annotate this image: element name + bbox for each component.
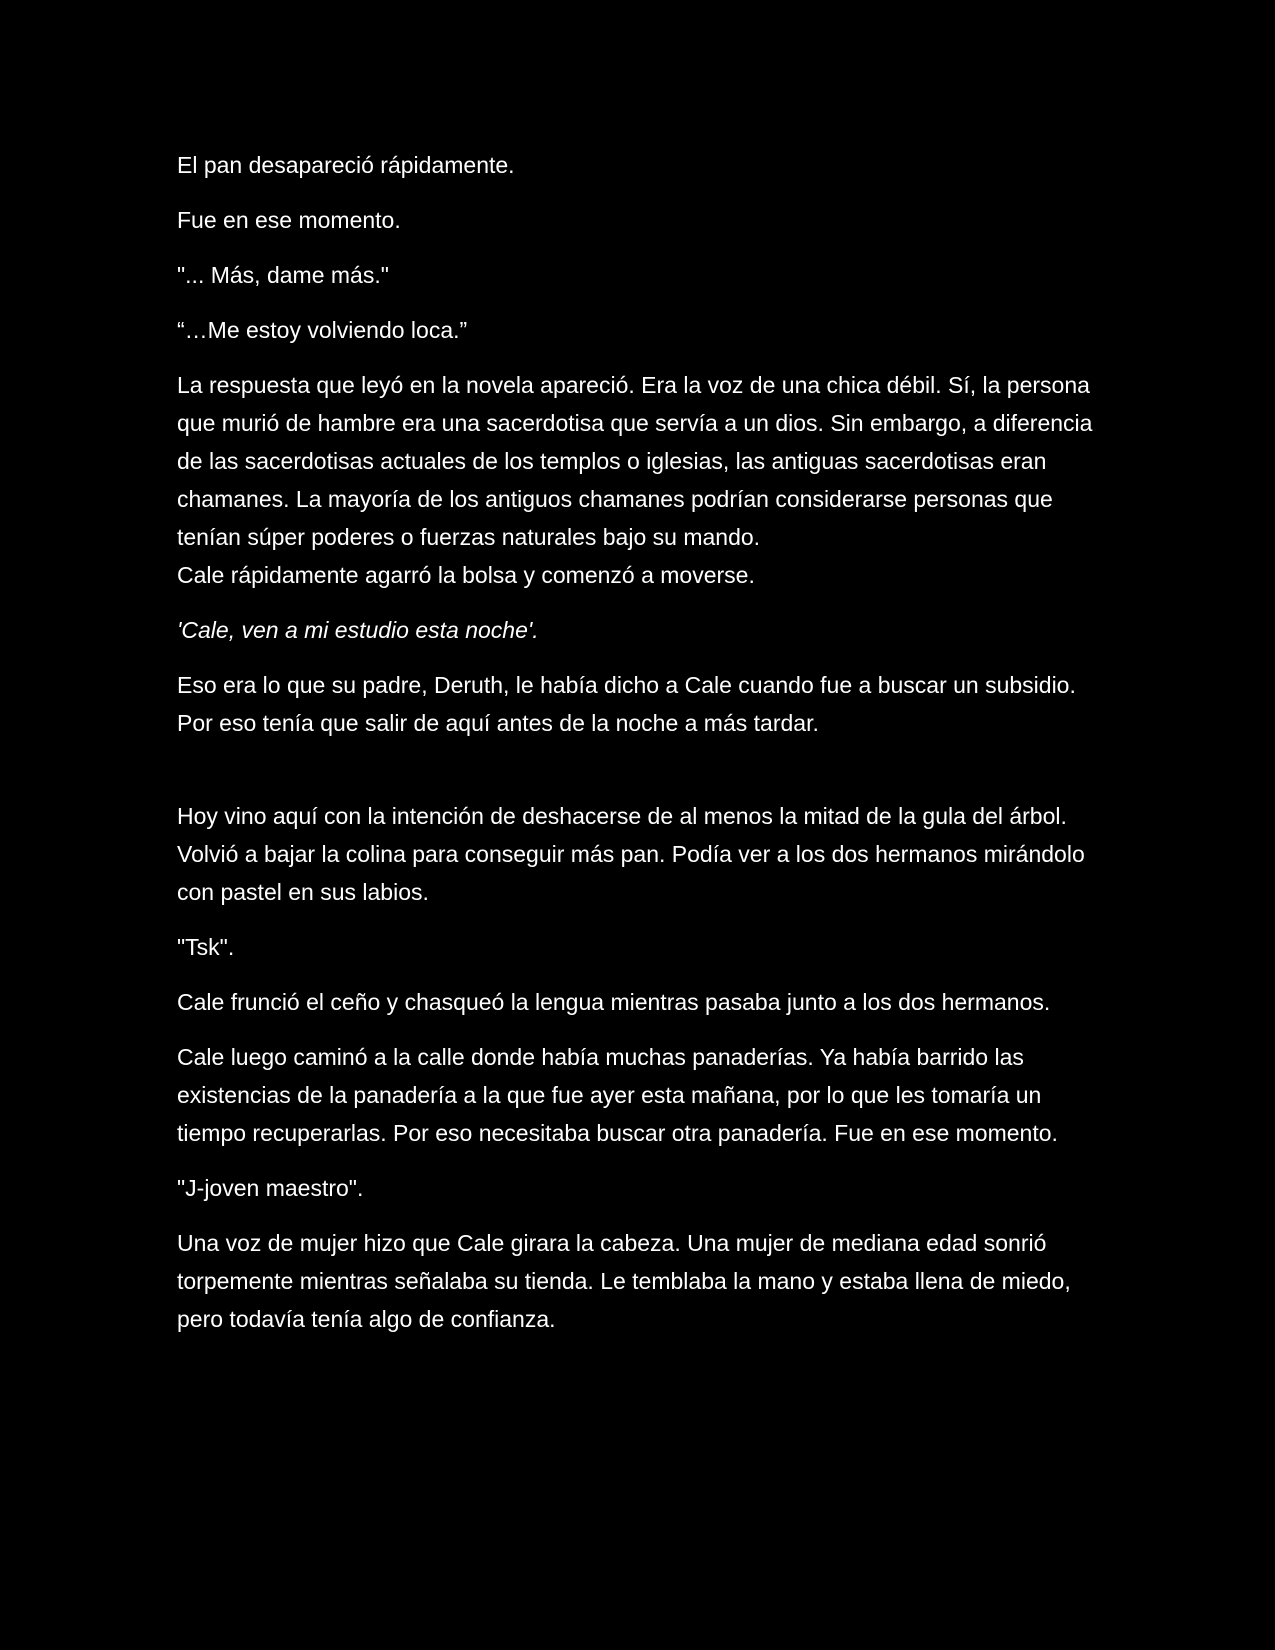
document-body <box>177 146 1107 1355</box>
paragraph-13: "J-joven maestro". <box>177 1175 364 1201</box>
paragraph-10: "Tsk". <box>177 934 235 960</box>
paragraph-14: Una voz de mujer hizo que Cale girara la cabeza. Una mujer de mediana edad sonrió torpemente mientras señalaba su tienda. Le temblaba la mano y estaba llena de miedo, pero todavía tenía algo de confianza. <box>177 1230 1071 1332</box>
paragraph-4: “…Me estoy volviendo loca.” <box>177 317 468 343</box>
paragraph-12: Cale luego caminó a la calle donde había muchas panaderías. Ya había barrido las existencias de la panadería a la que fue ayer esta mañana, por lo que les tomaría un tiempo recuperarlas. Por eso necesitaba buscar otra panadería. Fue en ese momento. <box>177 1044 1058 1146</box>
paragraph-3: "... Más, dame más." <box>177 262 389 288</box>
paragraph-11: Cale frunció el ceño y chasqueó la lengua mientras pasaba junto a los dos hermanos. <box>177 989 1051 1015</box>
paragraph-9: Hoy vino aquí con la intención de deshacerse de al menos la mitad de la gula del árbol. Volvió a bajar la colina para conseguir más pan. Podía ver a los dos hermanos mirándolo con pastel en sus labios. <box>177 803 1085 905</box>
paragraph-5: La respuesta que leyó en la novela apareció. Era la voz de una chica débil. Sí, la persona que murió de hambre era una sacerdotisa que servía a un dios. Sin embargo, a diferencia de las sacerdotisas actuales de los templos o iglesias, las antiguas sacerdotisas eran chamanes. La mayoría de los antiguos chamanes podrían considerarse personas que tenían súper poderes o fuerzas naturales bajo su mando. <box>177 372 1093 550</box>
paragraph-7: 'Cale, ven a mi estudio esta noche'. <box>177 617 539 643</box>
paragraph-6: Cale rápidamente agarró la bolsa y comenzó a moverse. <box>177 562 755 588</box>
paragraph-1: El pan desapareció rápidamente. <box>177 152 515 178</box>
paragraph-8: Eso era lo que su padre, Deruth, le había dicho a Cale cuando fue a buscar un subsidio. Por eso tenía que salir de aquí antes de la noche a más tardar. <box>177 672 1076 736</box>
paragraph-2: Fue en ese momento. <box>177 207 401 233</box>
